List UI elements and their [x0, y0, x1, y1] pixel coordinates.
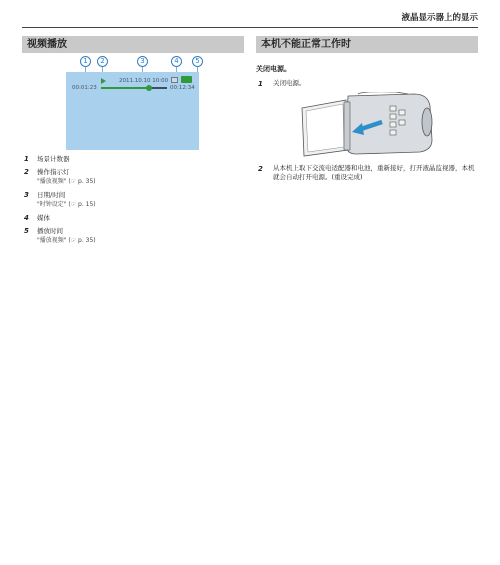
item-label: 播放时间	[37, 227, 63, 235]
step-1	[256, 79, 478, 88]
camcorder-illustration	[296, 92, 440, 158]
playback-time-display: 00:12:34	[170, 85, 195, 91]
scene-counter-display: 00:01:23	[72, 85, 97, 91]
step-number: 1	[258, 80, 263, 88]
item-label: 日期/时间	[37, 191, 66, 199]
callout-1: 1	[80, 56, 91, 67]
item-label: 场景计数器	[37, 155, 70, 163]
troubleshooting-section	[256, 36, 478, 53]
progress-knob	[146, 85, 152, 91]
item-page-reference[interactable]: "时钟设定" (☞ p. 15)	[37, 201, 96, 208]
page-header	[22, 11, 478, 28]
list-item	[22, 167, 244, 187]
list-item	[22, 226, 244, 246]
item-number: 3	[24, 191, 29, 199]
step-2	[256, 164, 478, 182]
callout-5: 5	[192, 56, 203, 67]
step-number: 2	[258, 165, 263, 173]
camcorder-icon	[296, 92, 440, 158]
item-page-reference[interactable]: "播放视频" (☞ p. 35)	[37, 237, 96, 244]
item-label: 操作指示灯	[37, 168, 70, 176]
battery-icon	[181, 76, 192, 83]
callout-3: 3	[137, 56, 148, 67]
section-title-troubleshooting: 本机不能正常工作时	[256, 36, 478, 53]
item-label: 媒体	[37, 214, 50, 222]
callout-4: 4	[171, 56, 182, 67]
page-header-title: 液晶显示器上的显示	[401, 13, 478, 23]
progress-fill	[101, 87, 149, 89]
item-number: 5	[24, 227, 29, 235]
list-item	[22, 213, 244, 223]
playback-screen-illustration	[44, 56, 204, 152]
item-number: 4	[24, 214, 29, 222]
playback-progress-bar	[101, 87, 167, 89]
section-title-video-playback: 视频播放	[22, 36, 244, 53]
list-item	[22, 154, 244, 164]
lcd-screen	[66, 72, 199, 150]
legend-list	[22, 154, 244, 249]
step-text: 关闭电源。	[273, 79, 306, 87]
callout-2: 2	[97, 56, 108, 67]
step-text: 从本机上取下交流电适配器和电池，重新接好，打开液晶监视器，本机就会自动打开电源。(重设完成)	[273, 164, 475, 181]
sub-heading-power-off: 关闭电源。	[256, 65, 291, 73]
media-icon	[171, 77, 178, 83]
list-item	[22, 190, 244, 210]
item-number: 2	[24, 168, 29, 176]
item-page-reference[interactable]: "播放视频" (☞ p. 35)	[37, 178, 96, 185]
video-playback-section	[22, 36, 244, 53]
datetime-display: 2011.10.10 10:00	[119, 78, 169, 84]
item-number: 1	[24, 155, 29, 163]
play-icon	[101, 78, 106, 84]
